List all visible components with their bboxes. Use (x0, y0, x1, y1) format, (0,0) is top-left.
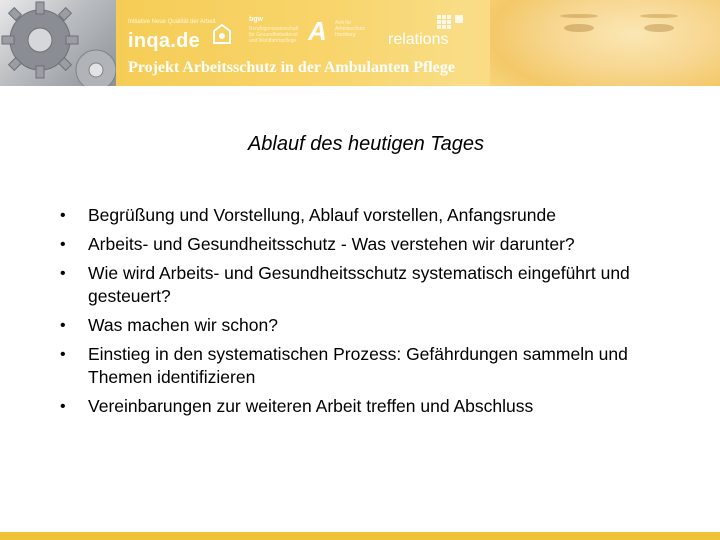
face-brow-right (640, 14, 678, 18)
bgw-emblem-icon (212, 23, 232, 47)
face-photo (490, 0, 720, 86)
agenda-item (52, 395, 692, 418)
agenda-item (52, 343, 692, 389)
face-eye-right (644, 24, 674, 32)
gear-image (0, 0, 116, 86)
face-eye-left (564, 24, 594, 32)
banner-title: Projekt Arbeitsschutz in der Ambulanten Pflege (128, 59, 455, 76)
agenda-item-text: Arbeits- und Gesundheitsschutz - Was verstehen wir darunter? (88, 234, 575, 254)
agenda-item-text: Was machen wir schon? (88, 315, 278, 335)
agenda-item (52, 233, 692, 256)
agenda-item-text: Wie wird Arbeits- und Gesundheitsschutz systematisch eingeführt und gesteuert? (88, 263, 630, 306)
bullet-icon: • (60, 346, 66, 363)
inqa-logo: inqa.de (128, 30, 201, 52)
agenda-item (52, 262, 692, 308)
slide-title: Ablauf des heutigen Tages (247, 133, 485, 155)
inqa-tagline: Initiative Neue Qualität der Arbeit (128, 19, 216, 25)
bullet-icon: • (60, 317, 66, 334)
amt-logo-text: Amt für Arbeitsschutz Hamburg (335, 20, 366, 38)
bullet-icon: • (60, 265, 66, 282)
agenda-item (52, 204, 692, 227)
gear-icon (0, 0, 116, 86)
agenda-list (52, 204, 692, 424)
relations-logo: relations (388, 31, 449, 48)
bullet-icon: • (60, 207, 66, 224)
bgw-logo-subtext: Berufsgenossenschaft für Gesundheitsdienst und Wohlfahrtspflege (249, 26, 299, 44)
agenda-item-text: Vereinbarungen zur weiteren Arbeit treffen und Abschluss (88, 396, 534, 416)
bullet-icon: • (60, 236, 66, 253)
agenda-item-text: Begrüßung und Vorstellung, Ablauf vorstellen, Anfangsrunde (88, 205, 556, 225)
amt-logo-icon: A (308, 16, 327, 46)
bottom-accent-bar (0, 532, 720, 540)
bullet-icon: • (60, 398, 66, 415)
bgw-logo: bgw (249, 16, 263, 23)
face-brow-left (560, 14, 598, 18)
agenda-item-text: Einstieg in den systematischen Prozess: Gefährdungen sammeln und Themen identifizieren (88, 344, 628, 387)
agenda-item (52, 314, 692, 337)
header-banner (0, 0, 720, 86)
relations-grid-icon (437, 15, 463, 29)
